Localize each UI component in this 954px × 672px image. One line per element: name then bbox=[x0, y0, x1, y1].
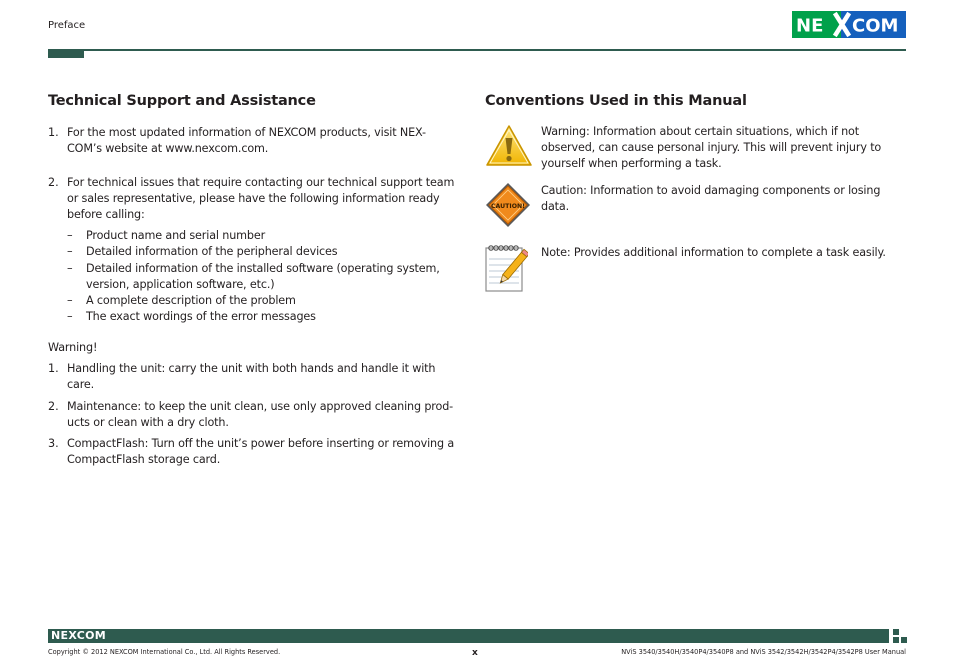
item-number: 1. bbox=[48, 126, 59, 139]
footer-bar bbox=[48, 629, 889, 643]
bullet-dash: – bbox=[67, 229, 73, 242]
caution-sign-text: CAUTION! bbox=[491, 203, 525, 210]
convention-warning-text bbox=[541, 124, 881, 172]
section-label: Preface bbox=[48, 20, 86, 31]
bullet-dash: – bbox=[67, 294, 73, 307]
header-tab bbox=[48, 49, 84, 58]
line: Maintenance: to keep the unit clean, use only approved cleaning prod- bbox=[67, 400, 454, 413]
line: Detailed information of the installed software (operating system, bbox=[86, 262, 440, 275]
line: data. bbox=[541, 200, 570, 213]
line: Warning: Information about certain situations, which if not bbox=[541, 125, 859, 138]
item-number: 3. bbox=[48, 437, 59, 450]
line: Handling the unit: carry the unit with both hands and handle it with bbox=[67, 362, 436, 375]
header-rule bbox=[48, 49, 906, 51]
warning-item-2 bbox=[67, 399, 453, 431]
convention-caution-text bbox=[541, 183, 880, 215]
conventions-title: Conventions Used in this Manual bbox=[485, 93, 747, 109]
convention-note-text: Note: Provides additional information to complete a task easily. bbox=[541, 246, 886, 259]
support-item-2 bbox=[67, 175, 454, 223]
warning-triangle-icon bbox=[485, 124, 533, 168]
bullet-item: Detailed information of the peripheral devices bbox=[86, 245, 338, 258]
line: CompactFlash storage card. bbox=[67, 453, 221, 466]
support-item-1 bbox=[67, 125, 426, 157]
footer-squares-icon bbox=[893, 629, 907, 643]
line: ucts or clean with a dry cloth. bbox=[67, 416, 229, 429]
bullet-dash: – bbox=[67, 245, 73, 258]
nexcom-logo bbox=[792, 11, 906, 38]
line: observed, can cause personal injury. This will prevent injury to bbox=[541, 141, 882, 154]
svg-text:NE: NE bbox=[796, 15, 824, 37]
support-title: Technical Support and Assistance bbox=[48, 93, 316, 109]
warning-item-3 bbox=[67, 436, 454, 468]
line: care. bbox=[67, 378, 95, 391]
line: For the most updated information of NEXCOM products, visit NEX- bbox=[67, 126, 426, 139]
copyright: Copyright © 2012 NEXCOM International Co., Ltd. All Rights Reserved. bbox=[48, 648, 281, 656]
manual-name: NViS 3540/3540H/3540P4/3540P8 and NViS 3542/3542H/3542P4/3542P8 User Manual bbox=[621, 648, 906, 656]
item-number: 2. bbox=[48, 400, 59, 413]
line: version, application software, etc.) bbox=[86, 278, 275, 291]
bullet-item bbox=[86, 261, 440, 293]
bullet-item: Product name and serial number bbox=[86, 229, 266, 242]
line: Caution: Information to avoid damaging components or losing bbox=[541, 184, 881, 197]
bullet-dash: – bbox=[67, 310, 73, 323]
caution-sign-icon bbox=[485, 182, 531, 228]
notepad-pencil-icon bbox=[484, 243, 528, 293]
item-number: 1. bbox=[48, 362, 59, 375]
bullet-item: A complete description of the problem bbox=[86, 294, 296, 307]
footer-logo: NEXCOM bbox=[51, 629, 106, 642]
line: yourself when performing a task. bbox=[541, 157, 722, 170]
page-number: x bbox=[472, 648, 478, 658]
line: CompactFlash: Turn off the unit’s power before inserting or removing a bbox=[67, 437, 455, 450]
line: or sales representative, please have the following information ready bbox=[67, 192, 440, 205]
item-number: 2. bbox=[48, 176, 59, 189]
line: For technical issues that require contacting our technical support team bbox=[67, 176, 455, 189]
warning-item-1 bbox=[67, 361, 435, 393]
warning-label: Warning! bbox=[48, 341, 98, 354]
svg-text:COM: COM bbox=[852, 15, 899, 37]
bullet-item: The exact wordings of the error messages bbox=[86, 310, 316, 323]
line: before calling: bbox=[67, 208, 145, 221]
line: COM’s website at www.nexcom.com. bbox=[67, 142, 269, 155]
bullet-dash: – bbox=[67, 262, 73, 275]
